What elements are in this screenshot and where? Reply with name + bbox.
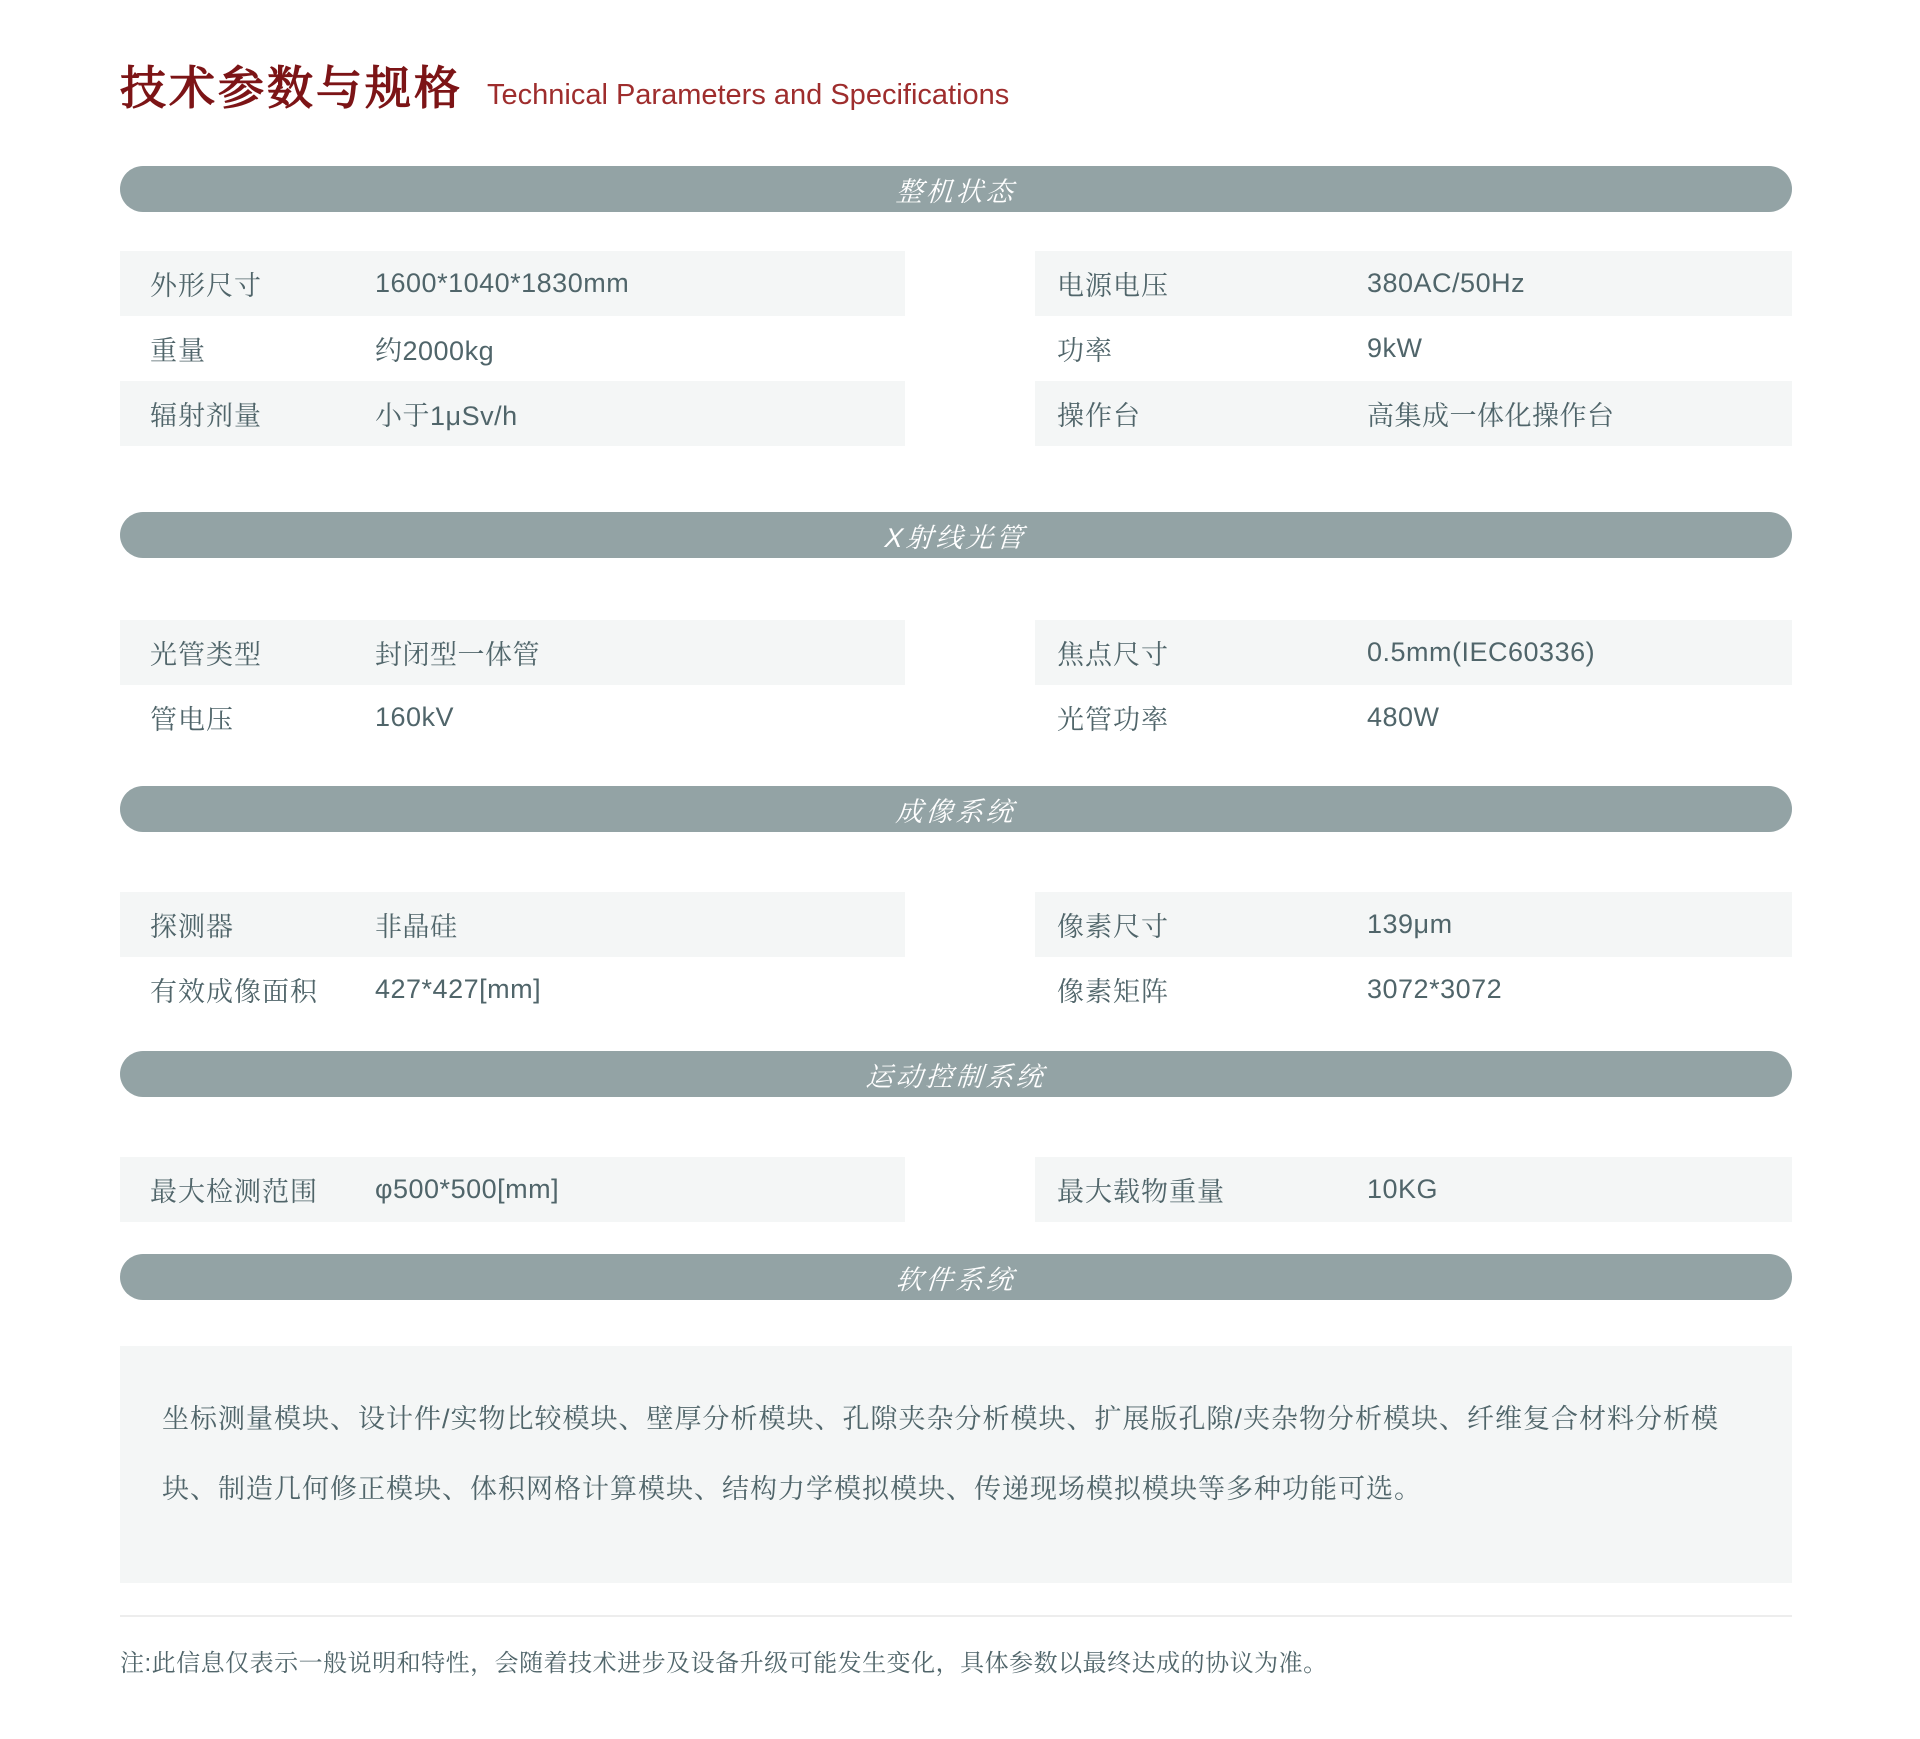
- spec-value: 380AC/50Hz: [1367, 268, 1526, 298]
- spec-value: 160kV: [375, 702, 455, 732]
- spec-label: 光管类型: [150, 640, 262, 670]
- page-subtitle: Technical Parameters and Specifications: [487, 79, 1010, 111]
- spec-row: [120, 316, 905, 381]
- spec-label: 电源电压: [1057, 271, 1169, 301]
- spec-column-left: [120, 251, 905, 446]
- spec-row: [120, 892, 905, 957]
- spec-sections: [120, 166, 1792, 1583]
- spec-value: 非晶硅: [375, 912, 458, 942]
- spec-column-right: [1035, 620, 1792, 750]
- spec-value: 约2000kg: [375, 336, 495, 366]
- spec-section-1: [120, 166, 1792, 446]
- spec-label: 有效成像面积: [150, 977, 318, 1007]
- spec-label: 最大载物重量: [1057, 1177, 1225, 1207]
- spec-column-right: [1035, 251, 1792, 446]
- section-title: X射线光管: [884, 522, 1028, 553]
- spec-label: 操作台: [1057, 401, 1141, 431]
- section-header-bar: [120, 1254, 1792, 1300]
- section-header-bar: [120, 1051, 1792, 1097]
- spec-column-right: [1035, 1157, 1792, 1222]
- spec-value: 10KG: [1367, 1174, 1439, 1204]
- spec-row: [1035, 957, 1792, 1022]
- spec-label: 重量: [150, 336, 206, 366]
- spec-label: 最大检测范围: [150, 1177, 318, 1207]
- section-title: 成像系统: [894, 796, 1017, 827]
- spec-label: 外形尺寸: [150, 271, 262, 301]
- spec-section-4: [120, 1051, 1792, 1222]
- spec-label: 管电压: [150, 705, 234, 735]
- spec-section-2: [120, 512, 1792, 750]
- spec-section-3: [120, 786, 1792, 1022]
- spec-value: 427*427[mm]: [375, 974, 542, 1004]
- spec-column-left: [120, 1157, 905, 1222]
- section-header-bar: [120, 786, 1792, 832]
- spec-row: [120, 620, 905, 685]
- page-header: [120, 52, 1792, 114]
- spec-column-left: [120, 620, 905, 750]
- spec-value: 480W: [1367, 702, 1440, 732]
- spec-label: 像素尺寸: [1057, 912, 1169, 942]
- spec-column-right: [1035, 892, 1792, 1022]
- footer-note: 注:此信息仅表示一般说明和特性，会随着技术进步及设备升级可能发生变化，具体参数以最终达成的协议为准。: [120, 1650, 1328, 1677]
- spec-row: [120, 381, 905, 446]
- section-title: 整机状态: [894, 176, 1017, 207]
- spec-label: 辐射剂量: [150, 401, 262, 431]
- section-header-bar: [120, 512, 1792, 558]
- spec-section-5: [120, 1254, 1792, 1583]
- spec-value: φ500*500[mm]: [375, 1174, 560, 1204]
- spec-value: 139μm: [1367, 909, 1453, 939]
- spec-row: [1035, 316, 1792, 381]
- software-modules-box: [120, 1346, 1792, 1583]
- spec-row: [1035, 620, 1792, 685]
- spec-label: 光管功率: [1057, 705, 1169, 735]
- spec-value: 0.5mm(IEC60336): [1367, 637, 1596, 667]
- spec-row: [1035, 251, 1792, 316]
- section-title: 软件系统: [894, 1264, 1017, 1295]
- spec-value: 高集成一体化操作台: [1367, 401, 1615, 431]
- spec-row: [1035, 892, 1792, 957]
- spec-row: [120, 685, 905, 750]
- spec-label: 焦点尺寸: [1057, 640, 1169, 670]
- spec-value: 1600*1040*1830mm: [375, 268, 630, 298]
- spec-row: [1035, 381, 1792, 446]
- software-modules-text: 坐标测量模块、设计件/实物比较模块、壁厚分析模块、孔隙夹杂分析模块、扩展版孔隙/夹杂物分析模块、纤维复合材料分析模块、制造几何修正模块、体积网格计算模块、结构力学模拟模块、传递现场模拟模块等多种功能可选。: [162, 1404, 1720, 1504]
- spec-row: [120, 957, 905, 1022]
- spec-value: 小于1μSv/h: [375, 401, 518, 431]
- page-title: 技术参数与规格: [120, 62, 463, 114]
- spec-row: [120, 1157, 905, 1222]
- spec-label: 功率: [1057, 336, 1113, 366]
- footer-divider: [120, 1615, 1792, 1617]
- spec-value: 9kW: [1367, 333, 1423, 363]
- section-title: 运动控制系统: [864, 1061, 1047, 1092]
- spec-column-left: [120, 892, 905, 1022]
- spec-row: [120, 251, 905, 316]
- spec-label: 像素矩阵: [1057, 977, 1169, 1007]
- spec-label: 探测器: [150, 912, 234, 942]
- spec-row: [1035, 1157, 1792, 1222]
- spec-value: 封闭型一体管: [375, 640, 540, 670]
- spec-value: 3072*3072: [1367, 974, 1503, 1004]
- section-header-bar: [120, 166, 1792, 212]
- spec-row: [1035, 685, 1792, 750]
